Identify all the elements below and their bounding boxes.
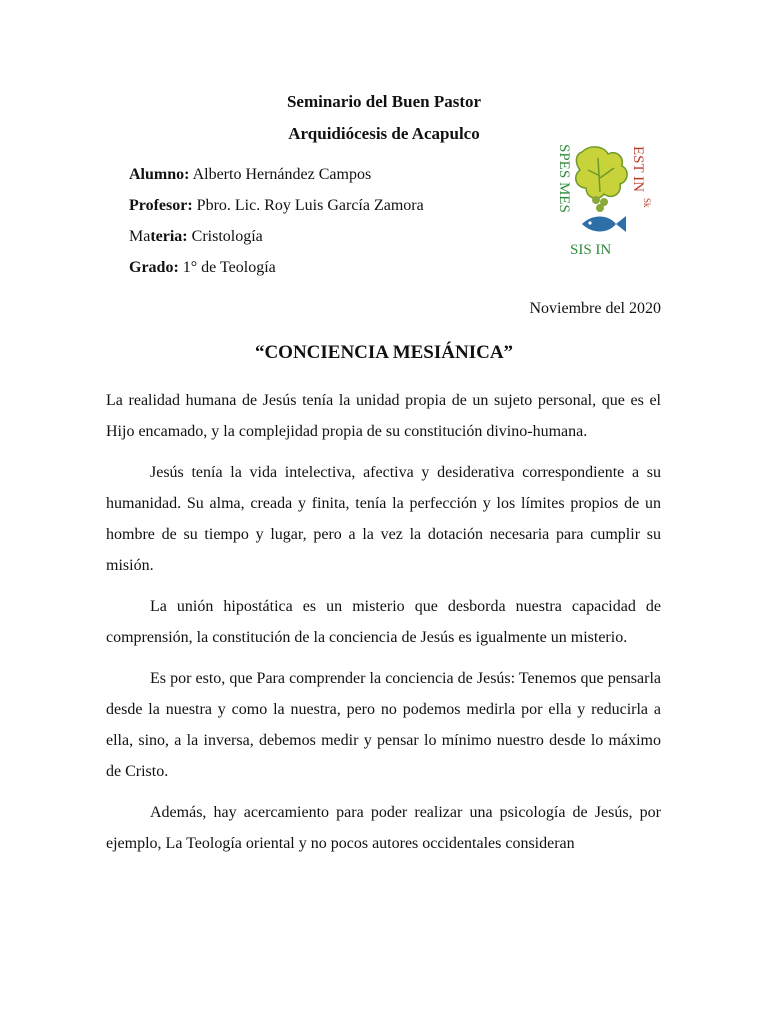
paragraph: La unión hipostática es un misterio que desborda nuestra capacidad de comprensión, la constitución de la conciencia de Jesús es igualmente un misterio. [106,598,661,646]
teacher-value: Pbro. Lic. Roy Luis García Zamora [192,197,424,214]
subject-value: Cristología [187,228,263,245]
grade-value: 1° de Teología [178,259,276,276]
diocese-heading: Arquidiócesis de Acapulco [288,124,480,143]
teacher-line [129,197,424,215]
paragraph: Jesús tenía la vida intelectiva, afectiva y desiderativa correspondiente a su humanidad. Su alma, creada y finita, tenía la perfección y los límites propios de un hombre de su tiempo y lugar, pero a la vez la dotación necesaria para cumplir su misión. [106,464,661,574]
vine-leaf-icon [576,147,627,212]
body-text [106,385,661,869]
logo-small-text: Sk [642,198,652,208]
student-label: Alumno: [129,166,190,183]
subject-line [129,228,263,246]
paragraph: Además, hay acercamiento para poder realizar una psicología de Jesús, por ejemplo, La Teología oriental y no pocos autores occidentales consideran [106,804,661,852]
teacher-label: Profesor: [129,197,193,214]
grade-label: Grado: [129,259,179,276]
logo-bottom-text: SIS IN [570,242,612,258]
fish-icon [582,216,626,232]
date-line: Noviembre del 2020 [529,300,661,317]
subject-label-bold: teria: [150,228,188,245]
student-line [129,166,371,184]
logo-right-text: EST IN [630,146,646,192]
paragraph: La realidad humana de Jesús tenía la unidad propia de un sujeto personal, que es el Hijo encamado, y la complejidad propia de su constitución divino-humana. [106,392,661,440]
subject-label-plain: Ma [129,228,151,245]
seminary-logo [552,140,652,260]
student-value: Alberto Hernández Campos [189,166,372,183]
logo-left-text: SPES MES [556,144,572,213]
institution-heading: Seminario del Buen Pastor [286,92,482,111]
grade-line [129,259,276,277]
document-title: “CONCIENCIA MESIÁNICA” [254,342,514,363]
paragraph: Es por esto, que Para comprender la conciencia de Jesús: Tenemos que pensarla desde la nuestra y como la nuestra, pero no podemos medirla por ella y reducirla a ella, sino, a la inversa, debemos medir y pensar lo mínimo nuestro desde lo máximo de Cristo. [106,670,661,780]
